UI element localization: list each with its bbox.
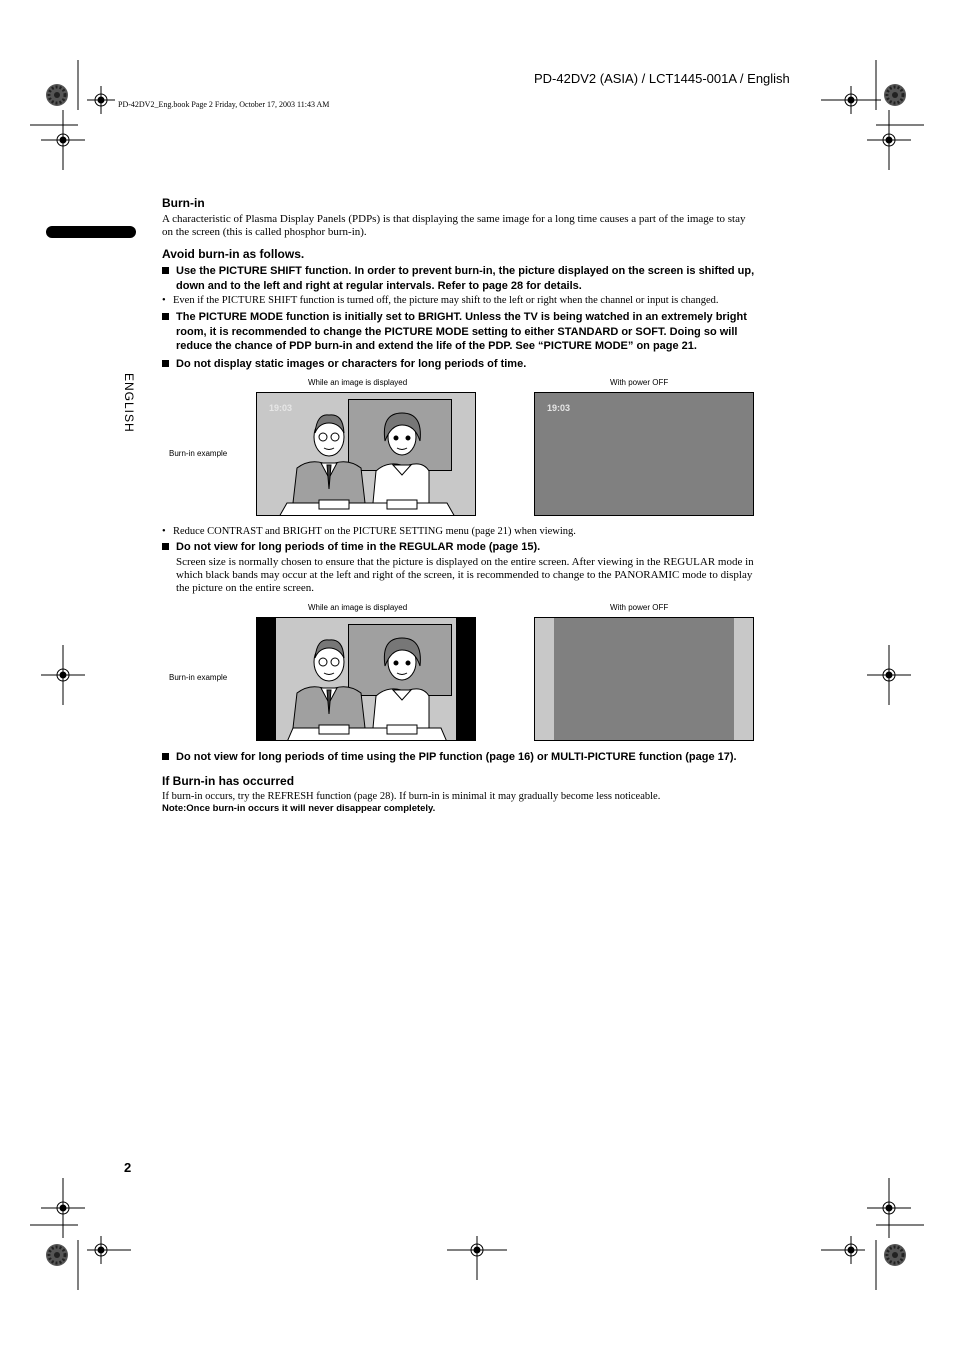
fig2-right-caption: With power OFF <box>610 603 669 612</box>
burn-in-intro-line2: on the screen (this is called phosphor burn-in). <box>162 226 367 238</box>
item4: Do not view for long periods of time in the REGULAR mode (page 15). <box>176 541 541 553</box>
newscasters-illustration <box>257 618 476 741</box>
item2-line1: The PICTURE MODE function is initially set to BRIGHT. Unless the TV is being watched in an extremely bright <box>176 311 747 323</box>
fig2-side-label: Burn-in example <box>169 673 228 682</box>
section-tab-bar <box>46 226 136 238</box>
item5: Do not view for long periods of time using the PIP function (page 16) or MULTI-PICTURE function (page 17). <box>176 751 737 763</box>
burn-in-intro-line1: A characteristic of Plasma Display Panels (PDPs) is that displaying the same image for a long time causes a part of the image to stay <box>162 213 746 225</box>
list-item <box>162 310 802 354</box>
item4-text-line2: which black bands may occur at the left and right of the screen, it is recommended to change to the PANORAMIC mode to display <box>176 569 753 581</box>
fig1-right-caption: With power OFF <box>610 378 669 387</box>
note2: Reduce CONTRAST and BRIGHT on the PICTURE SETTING menu (page 21) when viewing. <box>173 526 576 537</box>
fig1-side-label: Burn-in example <box>169 449 228 458</box>
fig1-power-off-panel <box>534 392 754 516</box>
newscasters-illustration <box>257 393 476 516</box>
fig1-left-caption: While an image is displayed <box>308 378 408 387</box>
occurred-text: If burn-in occurs, try the REFRESH function (page 28). If burn-in is minimal it may gradually become less noticeable. <box>162 791 661 802</box>
item4-text-line1: Screen size is normally chosen to ensure that the picture is displayed on the entire screen. After viewing in the REGULAR mode in <box>176 556 754 568</box>
list-item: • Even if the PICTURE SHIFT function is turned off, the picture may shift to the left or right when the channel or input is changed. <box>162 295 719 306</box>
book-info: PD-42DV2_Eng.book Page 2 Friday, October 17, 2003 11:43 AM <box>118 100 330 109</box>
list-item <box>162 357 802 372</box>
list-item: • Reduce CONTRAST and BRIGHT on the PICTURE SETTING menu (page 21) when viewing. <box>162 526 576 537</box>
occurred-note: Note:Once burn-in occurs it will never disappear completely. <box>162 803 436 814</box>
note1: Even if the PICTURE SHIFT function is turned off, the picture may shift to the left or right when the channel or input is changed. <box>173 295 719 306</box>
fig2-power-off-panel <box>534 617 754 741</box>
fig2-image-displayed-panel <box>256 617 476 741</box>
square-bullet-icon <box>162 357 176 372</box>
item3: Do not display static images or characters for long periods of time. <box>176 358 527 370</box>
burned-center-area <box>554 618 734 741</box>
occurred-title: If Burn-in has occurred <box>162 774 295 788</box>
fig1-clock-right: 19:03 <box>547 403 571 413</box>
item2-line2: room, it is recommended to change the PICTURE MODE setting to either STANDARD or SOFT. Doing so will <box>176 325 738 338</box>
square-bullet-icon <box>162 310 176 354</box>
item4-text <box>176 556 806 595</box>
list-item <box>162 540 802 555</box>
avoid-title: Avoid burn-in as follows. <box>162 247 305 261</box>
burn-in-title: Burn-in <box>162 196 205 210</box>
item4-text-line3: the picture on the entire screen. <box>176 582 315 594</box>
list-item <box>162 750 802 765</box>
square-bullet-icon <box>162 750 176 765</box>
fig1-image-displayed-panel <box>256 392 476 516</box>
item1-line2: down and to the left and right at regular intervals. Refer to page 28 for details. <box>176 279 582 292</box>
fig1-clock-left: 19:03 <box>269 403 293 413</box>
square-bullet-icon <box>162 540 176 555</box>
language-tab-label: ENGLISH <box>122 373 136 433</box>
list-item <box>162 264 802 293</box>
item1-line1: Use the PICTURE SHIFT function. In order to prevent burn-in, the picture displayed on the screen is shifted up, <box>176 265 755 277</box>
model-header: PD-42DV2 (ASIA) / LCT1445-001A / English <box>534 71 790 86</box>
page-number: 2 <box>124 1160 132 1175</box>
fig2-left-caption: While an image is displayed <box>308 603 408 612</box>
item2-line3: reduce the chance of PDP burn-in and extend the life of the PDP. See “PICTURE MODE” on page 21. <box>176 340 697 352</box>
square-bullet-icon <box>162 264 176 293</box>
